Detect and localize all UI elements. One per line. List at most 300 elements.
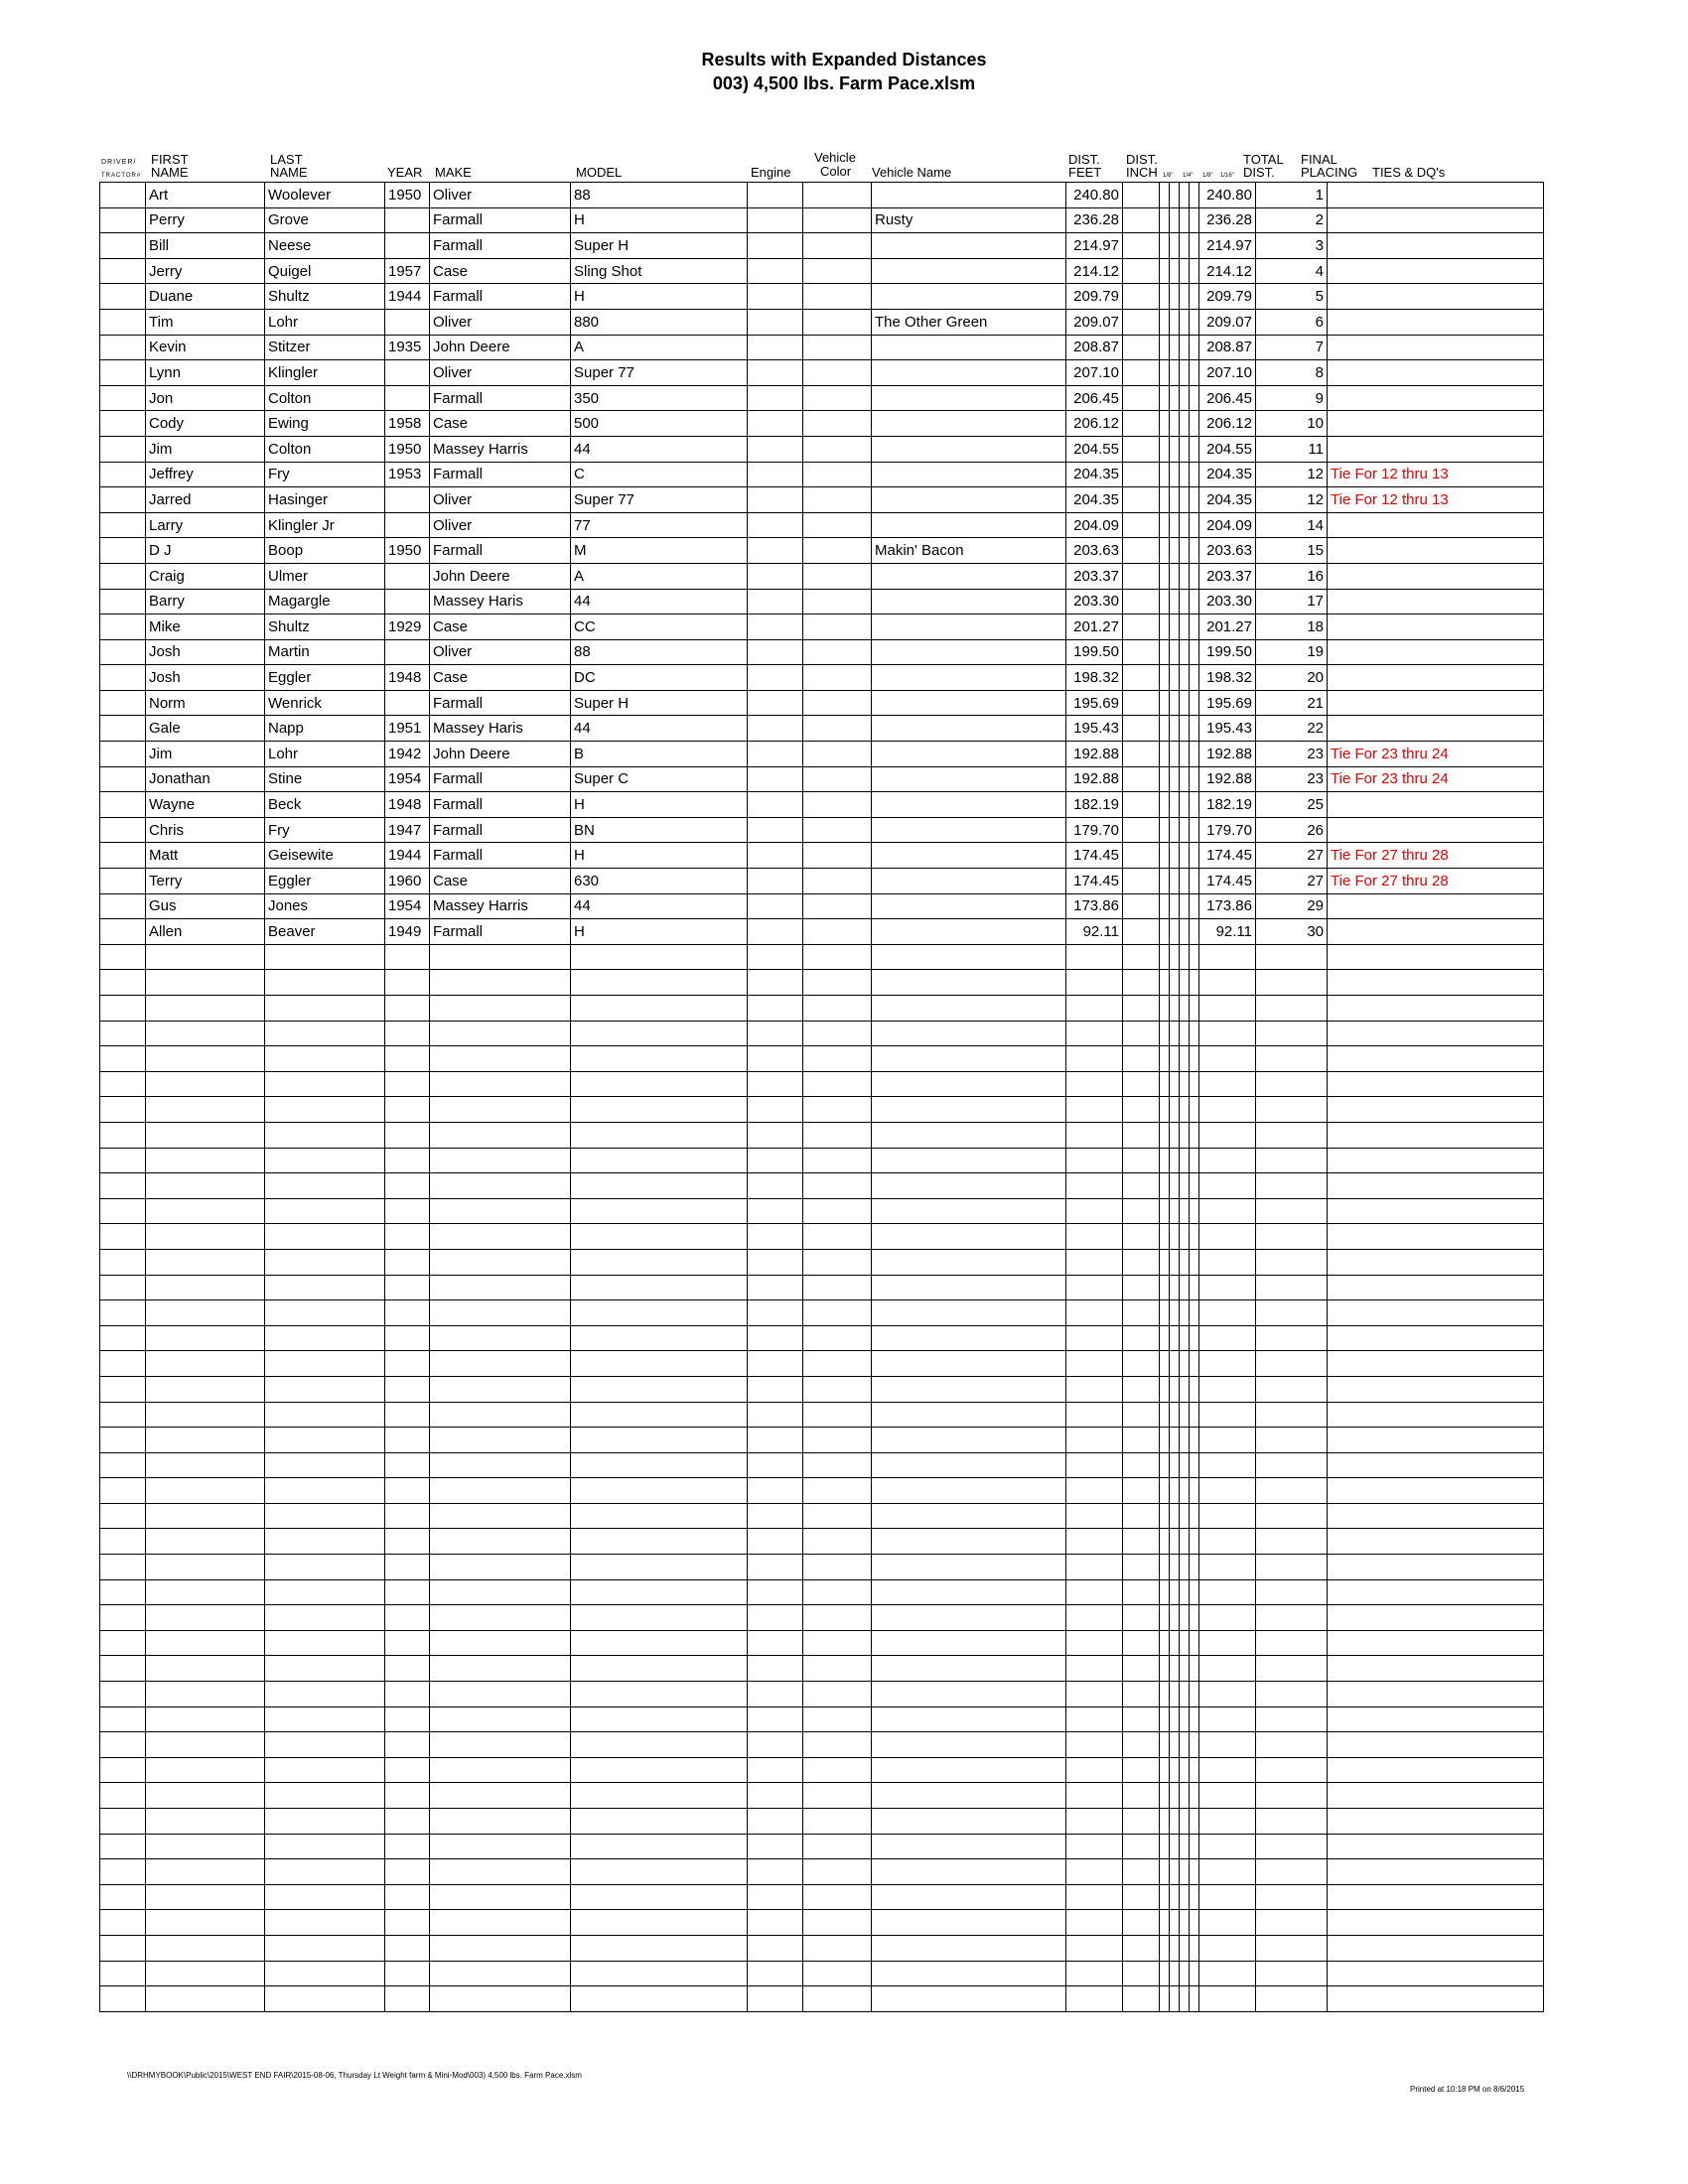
vehicle-name-cell — [872, 563, 1066, 589]
frac-1-cell — [1160, 1656, 1170, 1682]
frac-1-cell — [1160, 1148, 1170, 1173]
model-cell: H — [571, 919, 748, 945]
year-cell: 1954 — [385, 766, 430, 792]
frac-3-cell — [1180, 512, 1190, 538]
engine-cell — [748, 512, 803, 538]
frac-4-cell — [1190, 665, 1199, 691]
make-cell — [430, 1884, 571, 1910]
engine-cell — [748, 1021, 803, 1046]
vehicle-color-cell — [803, 639, 872, 665]
total-dist-cell: 201.27 — [1199, 614, 1256, 640]
vehicle-name-cell — [872, 411, 1066, 437]
vehicle-color-cell — [803, 1783, 872, 1809]
frac-1-cell — [1160, 462, 1170, 487]
dist-feet-cell — [1066, 1529, 1123, 1555]
vehicle-color-cell — [803, 1021, 872, 1046]
frac-1-cell — [1160, 1757, 1170, 1783]
total-dist-cell — [1199, 1148, 1256, 1173]
last-name-cell: Martin — [265, 639, 385, 665]
dist-inch-cell — [1123, 1555, 1160, 1580]
year-cell — [385, 1071, 430, 1097]
dist-feet-cell — [1066, 1579, 1123, 1605]
header-dist-feet-top: DIST. — [1068, 152, 1100, 167]
frac-4-cell — [1190, 284, 1199, 310]
vehicle-color-cell — [803, 183, 872, 208]
total-dist-cell: 92.11 — [1199, 919, 1256, 945]
frac-2-cell — [1170, 792, 1180, 818]
total-dist-cell — [1199, 1630, 1256, 1656]
vehicle-color-cell — [803, 1325, 872, 1351]
year-cell — [385, 1884, 430, 1910]
engine-cell — [748, 1961, 803, 1986]
frac-2-cell — [1170, 1249, 1180, 1275]
dist-inch-cell — [1123, 1682, 1160, 1707]
total-dist-cell: 174.45 — [1199, 843, 1256, 869]
driver-cell — [100, 1452, 146, 1478]
frac-2-cell — [1170, 1910, 1180, 1936]
make-cell — [430, 1529, 571, 1555]
frac-3-cell — [1180, 944, 1190, 970]
empty-table-row — [100, 1834, 1544, 1859]
year-cell — [385, 1376, 430, 1402]
frac-1-cell — [1160, 207, 1170, 233]
final-placing-cell: 26 — [1256, 817, 1328, 843]
empty-table-row — [100, 1402, 1544, 1428]
frac-2-cell — [1170, 1859, 1180, 1885]
frac-3-cell — [1180, 919, 1190, 945]
driver-cell — [100, 1859, 146, 1885]
year-cell — [385, 1428, 430, 1453]
last-name-cell: Colton — [265, 436, 385, 462]
first-name-cell: Jim — [146, 436, 265, 462]
empty-table-row — [100, 1757, 1544, 1783]
frac-2-cell — [1170, 284, 1180, 310]
ties-dq-cell — [1328, 1961, 1544, 1986]
year-cell — [385, 1173, 430, 1199]
table-row — [100, 919, 1544, 945]
ties-dq-cell — [1328, 893, 1544, 919]
engine-cell — [748, 1325, 803, 1351]
final-placing-cell — [1256, 1071, 1328, 1097]
dist-feet-cell: 214.12 — [1066, 258, 1123, 284]
vehicle-color-cell — [803, 893, 872, 919]
year-cell — [385, 1529, 430, 1555]
vehicle-color-cell — [803, 1732, 872, 1758]
vehicle-name-cell — [872, 970, 1066, 996]
total-dist-cell: 174.45 — [1199, 869, 1256, 894]
ties-dq-cell — [1328, 1834, 1544, 1859]
table-row — [100, 512, 1544, 538]
make-cell — [430, 1757, 571, 1783]
frac-4-cell — [1190, 385, 1199, 411]
dist-feet-cell — [1066, 1122, 1123, 1148]
dist-feet-cell — [1066, 1706, 1123, 1732]
vehicle-name-cell — [872, 1351, 1066, 1377]
model-cell — [571, 1732, 748, 1758]
report-subtitle: 003) 4,500 lbs. Farm Pace.xlsm — [712, 73, 976, 93]
vehicle-name-cell — [872, 487, 1066, 513]
year-cell — [385, 1630, 430, 1656]
vehicle-color-cell — [803, 1452, 872, 1478]
first-name-cell — [146, 1325, 265, 1351]
vehicle-color-cell — [803, 1275, 872, 1300]
frac-1-cell — [1160, 1021, 1170, 1046]
frac-2-cell — [1170, 1428, 1180, 1453]
dist-inch-cell — [1123, 462, 1160, 487]
vehicle-name-cell — [872, 1249, 1066, 1275]
frac-4-cell — [1190, 1809, 1199, 1835]
driver-cell — [100, 1961, 146, 1986]
last-name-cell — [265, 1428, 385, 1453]
vehicle-name-cell — [872, 183, 1066, 208]
frac-2-cell — [1170, 1071, 1180, 1097]
year-cell — [385, 1275, 430, 1300]
vehicle-name-cell — [872, 665, 1066, 691]
year-cell — [385, 1148, 430, 1173]
vehicle-name-cell — [872, 1300, 1066, 1326]
dist-feet-cell — [1066, 1173, 1123, 1199]
model-cell: B — [571, 742, 748, 767]
year-cell: 1942 — [385, 742, 430, 767]
frac-1-cell — [1160, 1478, 1170, 1504]
frac-1-cell — [1160, 360, 1170, 386]
vehicle-color-cell — [803, 944, 872, 970]
year-cell — [385, 1834, 430, 1859]
ties-dq-cell — [1328, 1630, 1544, 1656]
empty-table-row — [100, 1148, 1544, 1173]
vehicle-name-cell — [872, 1682, 1066, 1707]
total-dist-cell: 203.30 — [1199, 589, 1256, 614]
frac-4-cell — [1190, 944, 1199, 970]
first-name-cell — [146, 1046, 265, 1072]
vehicle-name-cell — [872, 1910, 1066, 1936]
ties-dq-cell — [1328, 716, 1544, 742]
last-name-cell — [265, 970, 385, 996]
ties-dq-cell — [1328, 1732, 1544, 1758]
year-cell — [385, 1605, 430, 1631]
frac-4-cell — [1190, 742, 1199, 767]
first-name-cell — [146, 944, 265, 970]
make-cell — [430, 1428, 571, 1453]
dist-inch-cell — [1123, 284, 1160, 310]
frac-4-cell — [1190, 817, 1199, 843]
vehicle-color-cell — [803, 1122, 872, 1148]
engine-cell — [748, 538, 803, 564]
frac-3-cell — [1180, 893, 1190, 919]
frac-2-cell — [1170, 1935, 1180, 1961]
make-cell — [430, 970, 571, 996]
dist-inch-cell — [1123, 1325, 1160, 1351]
vehicle-name-cell — [872, 996, 1066, 1022]
model-cell: 880 — [571, 309, 748, 335]
table-row — [100, 183, 1544, 208]
frac-1-cell — [1160, 639, 1170, 665]
year-cell — [385, 1021, 430, 1046]
frac-4-cell — [1190, 639, 1199, 665]
year-cell: 1950 — [385, 436, 430, 462]
make-cell — [430, 1351, 571, 1377]
engine-cell — [748, 1351, 803, 1377]
year-cell — [385, 1249, 430, 1275]
ties-dq-cell — [1328, 284, 1544, 310]
first-name-cell — [146, 1452, 265, 1478]
engine-cell — [748, 792, 803, 818]
dist-inch-cell — [1123, 1935, 1160, 1961]
driver-cell — [100, 1325, 146, 1351]
final-placing-cell: 12 — [1256, 487, 1328, 513]
engine-cell — [748, 1605, 803, 1631]
vehicle-name-cell — [872, 1097, 1066, 1123]
table-row — [100, 411, 1544, 437]
frac-2-cell — [1170, 893, 1180, 919]
year-cell: 1957 — [385, 258, 430, 284]
make-cell — [430, 1402, 571, 1428]
frac-1-cell — [1160, 742, 1170, 767]
make-cell — [430, 1706, 571, 1732]
total-dist-cell — [1199, 1275, 1256, 1300]
frac-4-cell — [1190, 1503, 1199, 1529]
ties-dq-cell — [1328, 233, 1544, 259]
frac-3-cell — [1180, 996, 1190, 1022]
total-dist-cell: 236.28 — [1199, 207, 1256, 233]
final-placing-cell — [1256, 1224, 1328, 1250]
model-cell — [571, 1249, 748, 1275]
total-dist-cell: 209.07 — [1199, 309, 1256, 335]
final-placing-cell — [1256, 996, 1328, 1022]
first-name-cell — [146, 1732, 265, 1758]
frac-1-cell — [1160, 1961, 1170, 1986]
header-ties: TIES & DQ's — [1372, 165, 1446, 180]
frac-2-cell — [1170, 1122, 1180, 1148]
dist-inch-cell — [1123, 1478, 1160, 1504]
frac-3-cell — [1180, 1351, 1190, 1377]
driver-cell — [100, 1351, 146, 1377]
dist-feet-cell: 173.86 — [1066, 893, 1123, 919]
empty-table-row — [100, 1249, 1544, 1275]
dist-inch-cell — [1123, 1809, 1160, 1835]
header-final-top: FINAL — [1301, 152, 1337, 167]
engine-cell — [748, 614, 803, 640]
make-cell — [430, 1478, 571, 1504]
frac-2-cell — [1170, 639, 1180, 665]
make-cell — [430, 1986, 571, 2012]
model-cell: 500 — [571, 411, 748, 437]
total-dist-cell — [1199, 1198, 1256, 1224]
model-cell: M — [571, 538, 748, 564]
driver-cell — [100, 1021, 146, 1046]
first-name-cell — [146, 1351, 265, 1377]
first-name-cell: D J — [146, 538, 265, 564]
last-name-cell: Eggler — [265, 665, 385, 691]
dist-inch-cell — [1123, 1198, 1160, 1224]
frac-2-cell — [1170, 487, 1180, 513]
header-last-bottom: NAME — [270, 165, 308, 180]
total-dist-cell — [1199, 1325, 1256, 1351]
vehicle-color-cell — [803, 335, 872, 360]
final-placing-cell: 29 — [1256, 893, 1328, 919]
total-dist-cell: 204.55 — [1199, 436, 1256, 462]
ties-dq-cell — [1328, 1071, 1544, 1097]
model-cell: H — [571, 207, 748, 233]
dist-inch-cell — [1123, 1579, 1160, 1605]
table-row — [100, 538, 1544, 564]
year-cell — [385, 1452, 430, 1478]
dist-feet-cell: 174.45 — [1066, 869, 1123, 894]
driver-cell — [100, 538, 146, 564]
dist-inch-cell — [1123, 716, 1160, 742]
table-row — [100, 843, 1544, 869]
driver-cell — [100, 817, 146, 843]
last-name-cell: Beck — [265, 792, 385, 818]
driver-cell — [100, 1834, 146, 1859]
vehicle-name-cell — [872, 512, 1066, 538]
year-cell — [385, 385, 430, 411]
make-cell: Farmall — [430, 817, 571, 843]
last-name-cell — [265, 1910, 385, 1936]
dist-inch-cell — [1123, 385, 1160, 411]
total-dist-cell — [1199, 1986, 1256, 2012]
frac-4-cell — [1190, 1859, 1199, 1885]
frac-1-cell — [1160, 1986, 1170, 2012]
vehicle-color-cell — [803, 996, 872, 1022]
dist-inch-cell — [1123, 614, 1160, 640]
driver-cell — [100, 792, 146, 818]
make-cell — [430, 1046, 571, 1072]
driver-cell — [100, 360, 146, 386]
model-cell — [571, 1173, 748, 1199]
model-cell — [571, 1834, 748, 1859]
dist-feet-cell: 179.70 — [1066, 817, 1123, 843]
total-dist-cell — [1199, 996, 1256, 1022]
model-cell: A — [571, 563, 748, 589]
frac-3-cell — [1180, 1071, 1190, 1097]
vehicle-name-cell — [872, 1732, 1066, 1758]
dist-inch-cell — [1123, 258, 1160, 284]
frac-3-cell — [1180, 1452, 1190, 1478]
frac-3-cell — [1180, 1910, 1190, 1936]
header-frac-3: 1/8" — [1202, 173, 1213, 179]
vehicle-color-cell — [803, 309, 872, 335]
last-name-cell — [265, 1706, 385, 1732]
frac-2-cell — [1170, 1884, 1180, 1910]
driver-cell — [100, 207, 146, 233]
first-name-cell — [146, 1555, 265, 1580]
frac-3-cell — [1180, 462, 1190, 487]
dist-feet-cell: 195.69 — [1066, 690, 1123, 716]
frac-3-cell — [1180, 1529, 1190, 1555]
total-dist-cell — [1199, 1021, 1256, 1046]
vehicle-name-cell — [872, 1706, 1066, 1732]
frac-4-cell — [1190, 690, 1199, 716]
last-name-cell — [265, 1986, 385, 2012]
engine-cell — [748, 233, 803, 259]
final-placing-cell — [1256, 1834, 1328, 1859]
model-cell — [571, 1809, 748, 1835]
final-placing-cell — [1256, 1757, 1328, 1783]
last-name-cell: Ulmer — [265, 563, 385, 589]
engine-cell — [748, 411, 803, 437]
last-name-cell — [265, 1757, 385, 1783]
vehicle-color-cell — [803, 792, 872, 818]
engine-cell — [748, 944, 803, 970]
engine-cell — [748, 1300, 803, 1326]
make-cell — [430, 1376, 571, 1402]
dist-feet-cell: 208.87 — [1066, 335, 1123, 360]
frac-4-cell — [1190, 1173, 1199, 1199]
frac-2-cell — [1170, 589, 1180, 614]
frac-4-cell — [1190, 1325, 1199, 1351]
header-year: YEAR — [387, 165, 423, 180]
vehicle-color-cell — [803, 970, 872, 996]
frac-4-cell — [1190, 1884, 1199, 1910]
vehicle-name-cell — [872, 284, 1066, 310]
engine-cell — [748, 1046, 803, 1072]
vehicle-name-cell — [872, 1859, 1066, 1885]
engine-cell — [748, 1834, 803, 1859]
ties-dq-cell — [1328, 1300, 1544, 1326]
vehicle-name-cell — [872, 944, 1066, 970]
dist-inch-cell — [1123, 970, 1160, 996]
frac-3-cell — [1180, 1402, 1190, 1428]
last-name-cell — [265, 1300, 385, 1326]
model-cell — [571, 1478, 748, 1504]
first-name-cell — [146, 1300, 265, 1326]
ties-dq-cell: Tie For 12 thru 13 — [1328, 462, 1544, 487]
ties-dq-cell — [1328, 1986, 1544, 2012]
frac-2-cell — [1170, 462, 1180, 487]
final-placing-cell — [1256, 1097, 1328, 1123]
driver-cell — [100, 1428, 146, 1453]
dist-feet-cell — [1066, 1555, 1123, 1580]
year-cell: 1954 — [385, 893, 430, 919]
frac-1-cell — [1160, 1046, 1170, 1072]
dist-feet-cell: 204.35 — [1066, 487, 1123, 513]
frac-1-cell — [1160, 792, 1170, 818]
model-cell — [571, 1884, 748, 1910]
frac-3-cell — [1180, 742, 1190, 767]
frac-4-cell — [1190, 919, 1199, 945]
dist-inch-cell — [1123, 1503, 1160, 1529]
last-name-cell: Klingler — [265, 360, 385, 386]
first-name-cell: Jim — [146, 742, 265, 767]
dist-feet-cell — [1066, 1249, 1123, 1275]
vehicle-name-cell — [872, 639, 1066, 665]
empty-table-row — [100, 1732, 1544, 1758]
model-cell — [571, 1986, 748, 2012]
make-cell: Oliver — [430, 309, 571, 335]
last-name-cell: Lohr — [265, 309, 385, 335]
frac-4-cell — [1190, 1630, 1199, 1656]
engine-cell — [748, 1682, 803, 1707]
frac-3-cell — [1180, 665, 1190, 691]
ties-dq-cell — [1328, 665, 1544, 691]
vehicle-color-cell — [803, 1910, 872, 1936]
make-cell — [430, 1148, 571, 1173]
first-name-cell: Art — [146, 183, 265, 208]
dist-feet-cell — [1066, 1682, 1123, 1707]
vehicle-color-cell — [803, 411, 872, 437]
vehicle-name-cell — [872, 1783, 1066, 1809]
frac-3-cell — [1180, 589, 1190, 614]
last-name-cell: Woolever — [265, 183, 385, 208]
frac-1-cell — [1160, 1910, 1170, 1936]
first-name-cell — [146, 1148, 265, 1173]
vehicle-name-cell — [872, 716, 1066, 742]
last-name-cell — [265, 1122, 385, 1148]
frac-1-cell — [1160, 1071, 1170, 1097]
frac-2-cell — [1170, 1173, 1180, 1199]
vehicle-color-cell — [803, 1630, 872, 1656]
